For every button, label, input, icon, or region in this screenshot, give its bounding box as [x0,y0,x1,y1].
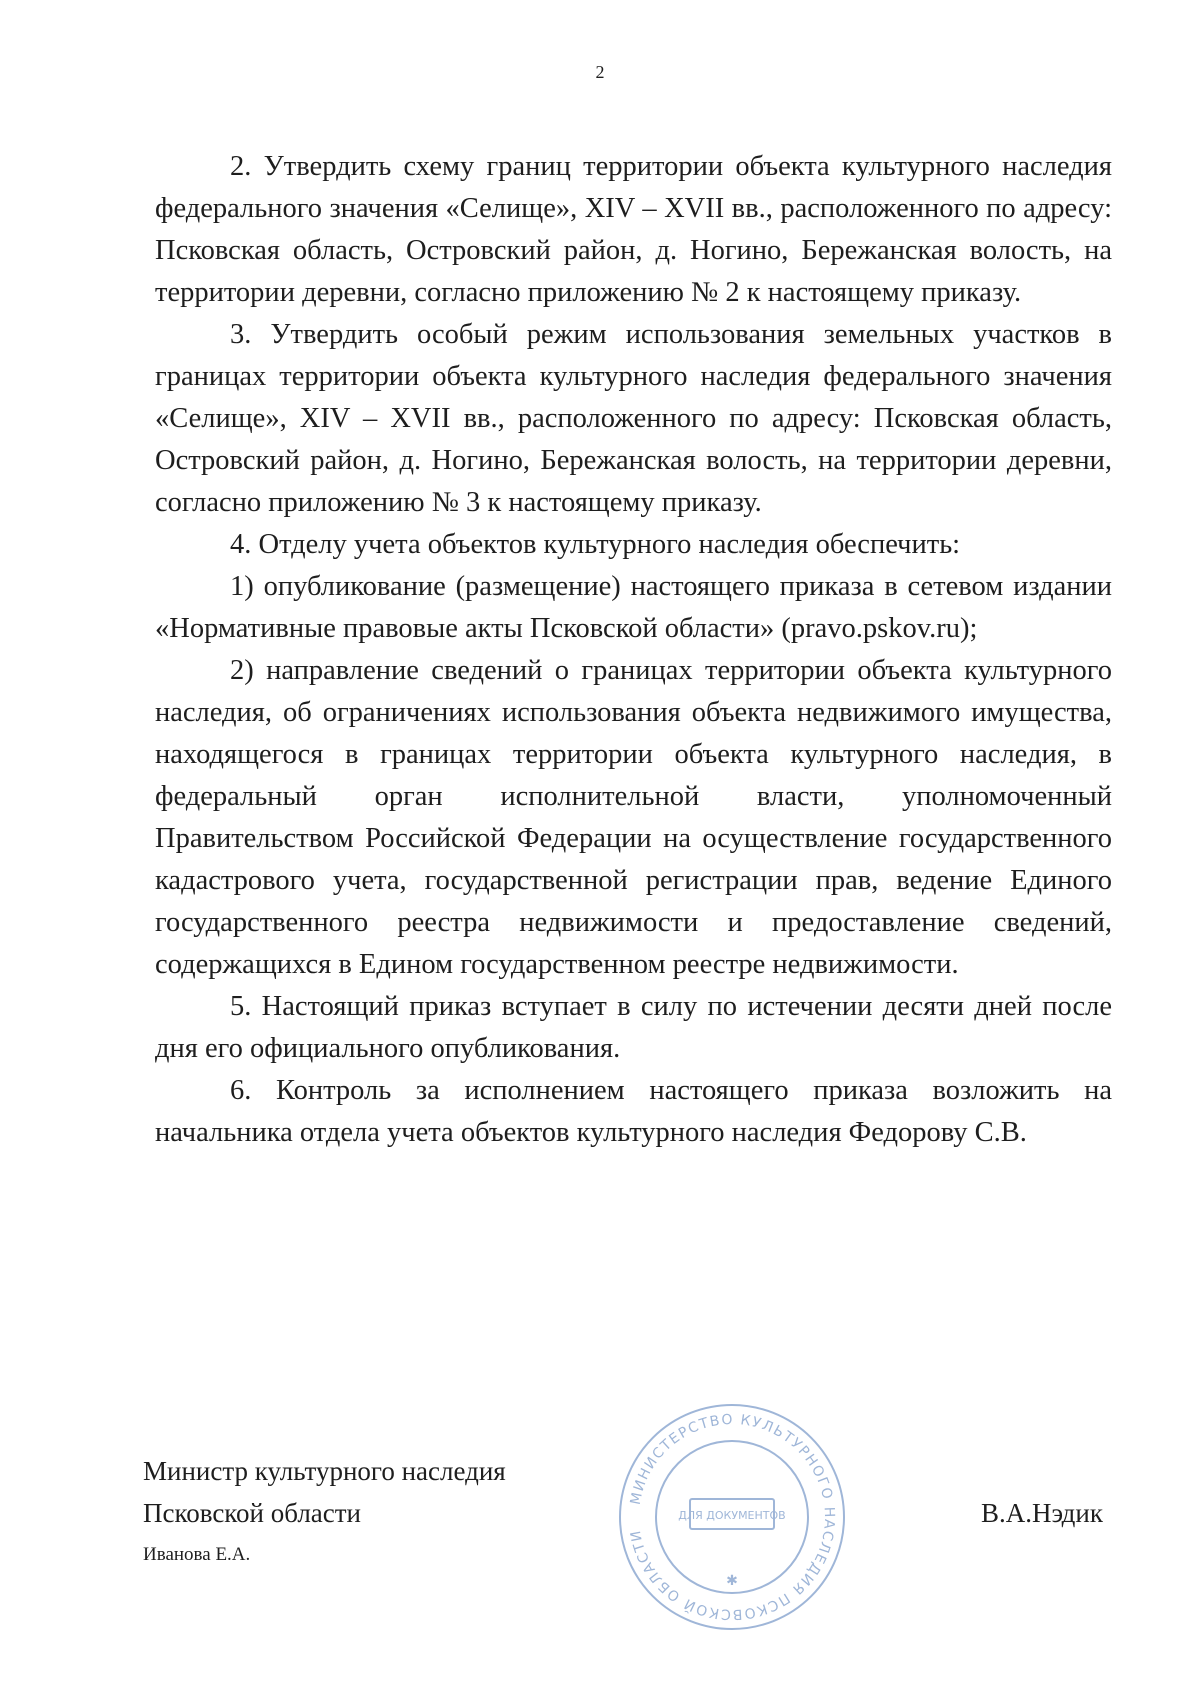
paragraph-subitem-2: 2) направление сведений о границах территории объекта культурного наследия, об ограничениях использования объекта недвижимого имущества, находящегося в границах территории объекта культурного наследия, в федеральный орган исполнительной власти, уполномоченный Правительством Российской Федерации на осуществление государственного кадастрового учета, государственной регистрации прав, ведение Единого государственного реестра недвижимости и предоставление сведений, содержащихся в Едином государственном реестре недвижимости. [155,655,1112,980]
paragraph-item-4: 4. Отделу учета объектов культурного наследия обеспечить: [230,529,961,560]
official-stamp [612,1397,852,1637]
paragraph-item-2: 2. Утвердить схему границ территории объекта культурного наследия федерального значения «Селище», XIV – XVII вв., расположенного по адресу: Псковская область, Островский район, д. Ногино, Бережанская волость, на территории деревни, согласно приложению № 2 к настоящему приказу. [155,151,1112,308]
signatory-title-line1: Министр культурного наследия [143,1456,506,1486]
stamp-inner-text: ДЛЯ ДОКУМЕНТОВ [678,1509,786,1522]
executor-name: Иванова Е.А. [143,1544,251,1565]
paragraph-item-6: 6. Контроль за исполнением настоящего приказа возложить на начальника отдела учета объектов культурного наследия Федорову С.В. [155,1075,1112,1148]
paragraph-item-3: 3. Утвердить особый режим использования земельных участков в границах территории объекта культурного наследия федерального значения «Селище», XIV – XVII вв., расположенного по адресу: Псковская область, Островский район, д. Ногино, Бережанская волость, на территории деревни, согласно приложению № 3 к настоящему приказу. [155,319,1112,518]
stamp-outer-text: МИНИСТЕРСТВО КУЛЬТУРНОГО НАСЛЕДИЯ ПСКОВСКОЙ ОБЛАСТИ [627,1411,838,1623]
page-number: 2 [595,62,605,82]
stamp-star-icon: ✱ [726,1573,738,1589]
document-body [155,146,1112,1154]
paragraph-item-5: 5. Настоящий приказ вступает в силу по истечении десяти дней после дня его официального опубликования. [155,991,1112,1064]
paragraph-subitem-1: 1) опубликование (размещение) настоящего приказа в сетевом издании «Нормативные правовые акты Псковской области» (pravo.pskov.ru); [155,571,1112,644]
signatory-title-line2: Псковской области [143,1498,362,1528]
signatory-name: В.А.Нэдик [980,1498,1103,1528]
